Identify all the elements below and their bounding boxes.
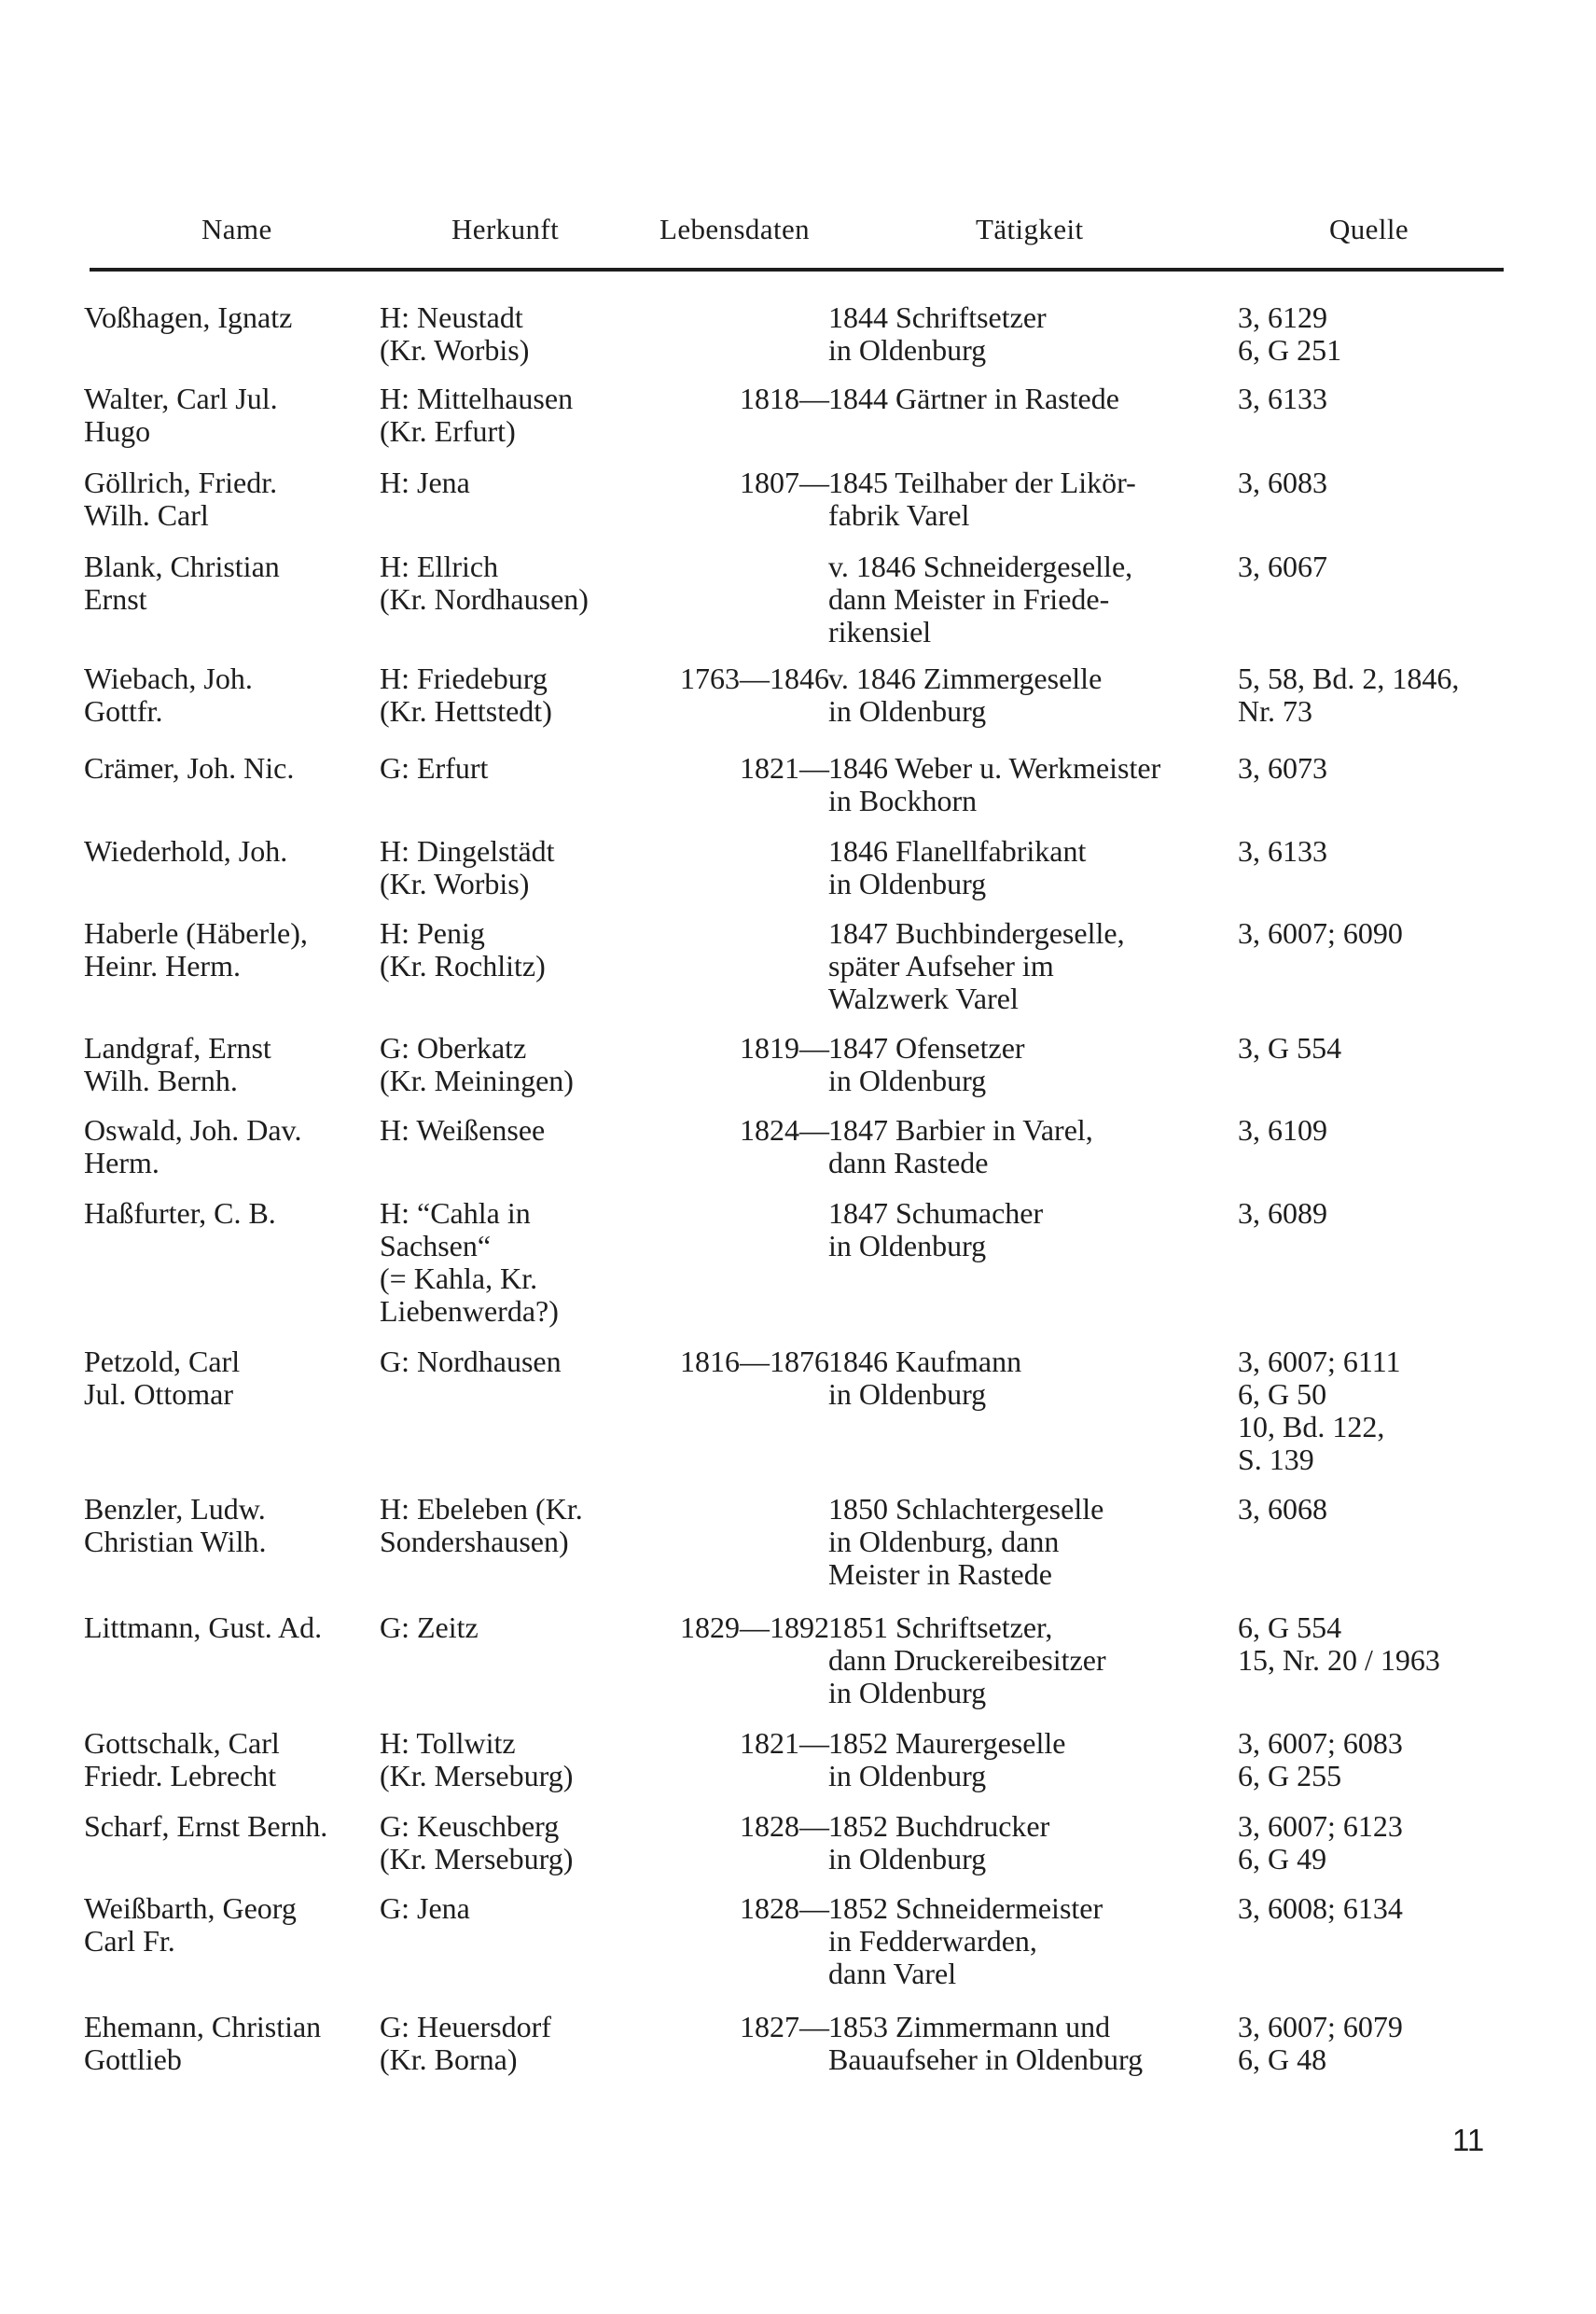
herkunft-cell bbox=[380, 1493, 664, 1558]
name-cell bbox=[84, 835, 368, 868]
cell-line: 6, G 48 bbox=[1238, 2042, 1327, 2076]
cell-line: 1851 Schriftsetzer, bbox=[828, 1610, 1053, 1644]
cell-line: in Oldenburg bbox=[828, 1377, 987, 1411]
cell-line: G: Nordhausen bbox=[380, 1345, 562, 1378]
cell-line: 3, 6067 bbox=[1238, 550, 1327, 583]
quelle-cell bbox=[1238, 2011, 1518, 2076]
name-cell bbox=[84, 2011, 368, 2076]
cell-line: in Oldenburg bbox=[828, 867, 987, 900]
cell-line: fabrik Varel bbox=[828, 498, 970, 532]
cell-line: Carl Fr. bbox=[84, 1924, 175, 1958]
cell-line: 5, 58, Bd. 2, 1846, bbox=[1238, 662, 1460, 695]
cell-line: in Oldenburg bbox=[828, 1759, 987, 1792]
cell-line: Christian Wilh. bbox=[84, 1525, 267, 1558]
header-rule bbox=[90, 268, 1504, 272]
taetigkeit-cell bbox=[828, 662, 1239, 728]
cell-line: Sachsen“ bbox=[380, 1229, 492, 1262]
quelle-cell bbox=[1238, 662, 1518, 728]
column-header-name: Name bbox=[201, 213, 272, 245]
cell-line: Walter, Carl Jul. bbox=[84, 382, 278, 415]
cell-line: 3, 6007; 6090 bbox=[1238, 916, 1403, 950]
taetigkeit-cell bbox=[828, 1114, 1239, 1179]
column-header-quelle: Quelle bbox=[1329, 213, 1409, 245]
lebensdaten-cell: 1816—1876 bbox=[680, 1345, 829, 1378]
cell-line: 1847 Schumacher bbox=[828, 1196, 1044, 1230]
taetigkeit-cell bbox=[828, 1345, 1239, 1411]
cell-line: (Kr. Rochlitz) bbox=[380, 949, 546, 983]
cell-line: Voßhagen, Ignatz bbox=[84, 300, 293, 334]
cell-line: in Bockhorn bbox=[828, 784, 978, 817]
taetigkeit-cell bbox=[828, 1493, 1239, 1591]
lebensdaten-cell: 1807— bbox=[740, 466, 829, 499]
taetigkeit-cell bbox=[828, 551, 1239, 648]
cell-line: 3, 6007; 6123 bbox=[1238, 1809, 1403, 1843]
cell-line: 3, 6007; 6111 bbox=[1238, 1345, 1401, 1378]
name-cell bbox=[84, 1114, 368, 1179]
cell-line: 3, 6007; 6079 bbox=[1238, 2010, 1403, 2043]
name-cell bbox=[84, 1611, 368, 1644]
cell-line: 1846 Kaufmann bbox=[828, 1345, 1022, 1378]
cell-line: G: Jena bbox=[380, 1891, 470, 1925]
cell-line: 6, G 50 bbox=[1238, 1377, 1327, 1411]
cell-line: v. 1846 Schneidergeselle, bbox=[828, 550, 1133, 583]
cell-line: in Oldenburg bbox=[828, 694, 987, 728]
taetigkeit-cell bbox=[828, 1810, 1239, 1875]
cell-line: 1846 Flanellfabrikant bbox=[828, 834, 1087, 868]
taetigkeit-cell bbox=[828, 1892, 1239, 1990]
quelle-cell bbox=[1238, 752, 1518, 785]
cell-line: H: Weißensee bbox=[380, 1113, 546, 1147]
lebensdaten-cell: 1828— bbox=[740, 1891, 829, 1925]
cell-line: 1844 Gärtner in Rastede bbox=[828, 382, 1119, 415]
cell-line: Nr. 73 bbox=[1238, 694, 1312, 728]
cell-line: 3, 6007; 6083 bbox=[1238, 1726, 1403, 1760]
lebensdaten-cell: 1828— bbox=[740, 1809, 829, 1843]
taetigkeit-cell bbox=[828, 917, 1239, 1015]
quelle-cell bbox=[1238, 551, 1518, 583]
cell-line: S. 139 bbox=[1238, 1443, 1314, 1476]
cell-line: 1850 Schlachtergeselle bbox=[828, 1492, 1104, 1526]
lebensdaten-cell: 1821— bbox=[740, 1726, 829, 1760]
quelle-cell bbox=[1238, 1493, 1518, 1526]
cell-line: Benzler, Ludw. bbox=[84, 1492, 266, 1526]
taetigkeit-cell bbox=[828, 1727, 1239, 1792]
cell-line: dann Rastede bbox=[828, 1146, 989, 1179]
name-cell bbox=[84, 662, 368, 728]
cell-line: Walzwerk Varel bbox=[828, 982, 1019, 1015]
cell-line: Oswald, Joh. Dav. bbox=[84, 1113, 302, 1147]
cell-line: dann Varel bbox=[828, 1957, 957, 1990]
cell-line: 1847 Buchbindergeselle, bbox=[828, 916, 1125, 950]
cell-line: H: Friedeburg bbox=[380, 662, 548, 695]
cell-line: (Kr. Merseburg) bbox=[380, 1759, 574, 1792]
name-cell bbox=[84, 1727, 368, 1792]
cell-line: Landgraf, Ernst bbox=[84, 1031, 271, 1065]
taetigkeit-cell bbox=[828, 467, 1239, 532]
cell-line: (Kr. Worbis) bbox=[380, 867, 530, 900]
cell-line: später Aufseher im bbox=[828, 949, 1054, 983]
name-cell bbox=[84, 1197, 368, 1230]
cell-line: 3, 6073 bbox=[1238, 751, 1327, 785]
column-header-taetigkeit: Tätigkeit bbox=[976, 213, 1084, 245]
cell-line: 1852 Schneidermeister bbox=[828, 1891, 1103, 1925]
cell-line: Wilh. Carl bbox=[84, 498, 209, 532]
quelle-cell bbox=[1238, 835, 1518, 868]
column-header-lebensdaten: Lebensdaten bbox=[659, 213, 811, 245]
column-header-herkunft: Herkunft bbox=[451, 213, 560, 245]
name-cell bbox=[84, 1810, 368, 1843]
cell-line: Littmann, Gust. Ad. bbox=[84, 1610, 323, 1644]
cell-line: (Kr. Hettstedt) bbox=[380, 694, 552, 728]
taetigkeit-cell bbox=[828, 1197, 1239, 1262]
cell-line: in Oldenburg bbox=[828, 1229, 987, 1262]
lebensdaten-cell: 1829—1892 bbox=[680, 1610, 829, 1644]
quelle-cell bbox=[1238, 1727, 1518, 1792]
cell-line: in Fedderwarden, bbox=[828, 1924, 1037, 1958]
cell-line: Gottschalk, Carl bbox=[84, 1726, 280, 1760]
cell-line: Gottlieb bbox=[84, 2042, 182, 2076]
cell-line: Wilh. Bernh. bbox=[84, 1064, 238, 1097]
cell-line: 6, G 251 bbox=[1238, 333, 1342, 367]
cell-line: Wiebach, Joh. bbox=[84, 662, 253, 695]
cell-line: (Kr. Meiningen) bbox=[380, 1064, 574, 1097]
taetigkeit-cell bbox=[828, 301, 1239, 367]
lebensdaten-cell: 1818— bbox=[740, 382, 829, 415]
name-cell bbox=[84, 1032, 368, 1097]
cell-line: 3, G 554 bbox=[1238, 1031, 1342, 1065]
cell-line: G: Heuersdorf bbox=[380, 2010, 551, 2043]
cell-line: 3, 6089 bbox=[1238, 1196, 1327, 1230]
cell-line: 3, 6068 bbox=[1238, 1492, 1327, 1526]
cell-line: G: Erfurt bbox=[380, 751, 489, 785]
cell-line: 6, G 554 bbox=[1238, 1610, 1342, 1644]
cell-line: dann Meister in Friede- bbox=[828, 582, 1110, 616]
cell-line: 1844 Schriftsetzer bbox=[828, 300, 1047, 334]
name-cell bbox=[84, 467, 368, 532]
cell-line: (Kr. Nordhausen) bbox=[380, 582, 589, 616]
cell-line: H: Neustadt bbox=[380, 300, 523, 334]
quelle-cell bbox=[1238, 1197, 1518, 1230]
cell-line: H: “Cahla in bbox=[380, 1196, 531, 1230]
cell-line: 3, 6129 bbox=[1238, 300, 1327, 334]
cell-line: 1852 Maurergeselle bbox=[828, 1726, 1066, 1760]
quelle-cell bbox=[1238, 1114, 1518, 1147]
cell-line: 3, 6133 bbox=[1238, 834, 1327, 868]
cell-line: H: Mittelhausen bbox=[380, 382, 574, 415]
cell-line: (Kr. Erfurt) bbox=[380, 414, 516, 448]
name-cell bbox=[84, 1345, 368, 1411]
cell-line: 1847 Ofensetzer bbox=[828, 1031, 1025, 1065]
lebensdaten-cell: 1819— bbox=[740, 1031, 829, 1065]
cell-line: in Oldenburg bbox=[828, 1064, 987, 1097]
cell-line: 10, Bd. 122, bbox=[1238, 1410, 1385, 1443]
cell-line: Herm. bbox=[84, 1146, 160, 1179]
cell-line: in Oldenburg, dann bbox=[828, 1525, 1060, 1558]
cell-line: 1847 Barbier in Varel, bbox=[828, 1113, 1093, 1147]
cell-line: Petzold, Carl bbox=[84, 1345, 241, 1378]
cell-line: Göllrich, Friedr. bbox=[84, 466, 278, 499]
cell-line: H: Ellrich bbox=[380, 550, 499, 583]
cell-line: dann Druckereibesitzer bbox=[828, 1643, 1106, 1677]
cell-line: in Oldenburg bbox=[828, 1842, 987, 1875]
cell-line: 6, G 255 bbox=[1238, 1759, 1342, 1792]
cell-line: Haberle (Häberle), bbox=[84, 916, 308, 950]
cell-line: Jul. Ottomar bbox=[84, 1377, 233, 1411]
cell-line: (= Kahla, Kr. bbox=[380, 1262, 538, 1295]
name-cell bbox=[84, 301, 368, 334]
cell-line: H: Tollwitz bbox=[380, 1726, 516, 1760]
herkunft-cell bbox=[380, 301, 664, 367]
name-cell bbox=[84, 917, 368, 983]
herkunft-cell bbox=[380, 1197, 664, 1328]
cell-line: Hugo bbox=[84, 414, 151, 448]
cell-line: in Oldenburg bbox=[828, 333, 987, 367]
lebensdaten-cell: 1827— bbox=[740, 2010, 829, 2043]
lebensdaten-cell: 1824— bbox=[740, 1113, 829, 1147]
cell-line: v. 1846 Zimmergeselle bbox=[828, 662, 1103, 695]
cell-line: Blank, Christian bbox=[84, 550, 280, 583]
cell-line: G: Keuschberg bbox=[380, 1809, 560, 1843]
herkunft-cell bbox=[380, 835, 664, 900]
cell-line: 1853 Zimmermann und bbox=[828, 2010, 1111, 2043]
name-cell bbox=[84, 752, 368, 785]
page-number: 11 bbox=[1452, 2123, 1485, 2157]
cell-line: 1846 Weber u. Werkmeister bbox=[828, 751, 1161, 785]
cell-line: Meister in Rastede bbox=[828, 1557, 1052, 1591]
cell-line: 3, 6133 bbox=[1238, 382, 1327, 415]
cell-line: H: Ebeleben (Kr. bbox=[380, 1492, 583, 1526]
cell-line: Crämer, Joh. Nic. bbox=[84, 751, 295, 785]
cell-line: (Kr. Worbis) bbox=[380, 333, 530, 367]
cell-line: Ernst bbox=[84, 582, 147, 616]
cell-line: Liebenwerda?) bbox=[380, 1294, 559, 1328]
cell-line: Ehemann, Christian bbox=[84, 2010, 322, 2043]
quelle-cell bbox=[1238, 1892, 1518, 1925]
taetigkeit-cell bbox=[828, 835, 1239, 900]
quelle-cell bbox=[1238, 1345, 1518, 1476]
cell-line: Weißbarth, Georg bbox=[84, 1891, 297, 1925]
cell-line: Wiederhold, Joh. bbox=[84, 834, 288, 868]
cell-line: 6, G 49 bbox=[1238, 1842, 1327, 1875]
cell-line: H: Jena bbox=[380, 466, 470, 499]
lebensdaten-cell: 1763—1846 bbox=[680, 662, 829, 695]
taetigkeit-cell bbox=[828, 383, 1239, 415]
cell-line: H: Dingelstädt bbox=[380, 834, 555, 868]
herkunft-cell bbox=[380, 917, 664, 983]
cell-line: Sondershausen) bbox=[380, 1525, 569, 1558]
cell-line: 1845 Teilhaber der Likör- bbox=[828, 466, 1136, 499]
cell-line: Scharf, Ernst Bernh. bbox=[84, 1809, 328, 1843]
cell-line: Bauaufseher in Oldenburg bbox=[828, 2042, 1144, 2076]
cell-line: in Oldenburg bbox=[828, 1676, 987, 1709]
cell-line: 15, Nr. 20 / 1963 bbox=[1238, 1643, 1440, 1677]
quelle-cell bbox=[1238, 467, 1518, 499]
quelle-cell bbox=[1238, 1032, 1518, 1065]
quelle-cell bbox=[1238, 917, 1518, 950]
herkunft-cell bbox=[380, 551, 664, 616]
cell-line: (Kr. Borna) bbox=[380, 2042, 518, 2076]
cell-line: (Kr. Merseburg) bbox=[380, 1842, 574, 1875]
quelle-cell bbox=[1238, 1611, 1518, 1677]
taetigkeit-cell bbox=[828, 752, 1239, 817]
cell-line: H: Penig bbox=[380, 916, 485, 950]
cell-line: Friedr. Lebrecht bbox=[84, 1759, 277, 1792]
cell-line: G: Oberkatz bbox=[380, 1031, 527, 1065]
cell-line: 3, 6109 bbox=[1238, 1113, 1327, 1147]
cell-line: 1852 Buchdrucker bbox=[828, 1809, 1050, 1843]
name-cell bbox=[84, 383, 368, 448]
cell-line: Gottfr. bbox=[84, 694, 163, 728]
cell-line: 3, 6008; 6134 bbox=[1238, 1891, 1403, 1925]
taetigkeit-cell bbox=[828, 2011, 1239, 2076]
quelle-cell bbox=[1238, 383, 1518, 415]
name-cell bbox=[84, 1892, 368, 1958]
quelle-cell bbox=[1238, 301, 1518, 367]
cell-line: G: Zeitz bbox=[380, 1610, 479, 1644]
lebensdaten-cell: 1821— bbox=[740, 751, 829, 785]
name-cell bbox=[84, 1493, 368, 1558]
name-cell bbox=[84, 551, 368, 616]
taetigkeit-cell bbox=[828, 1032, 1239, 1097]
cell-line: rikensiel bbox=[828, 615, 932, 648]
cell-line: Heinr. Herm. bbox=[84, 949, 241, 983]
taetigkeit-cell bbox=[828, 1611, 1239, 1709]
cell-line: 3, 6083 bbox=[1238, 466, 1327, 499]
cell-line: Haßfurter, C. B. bbox=[84, 1196, 276, 1230]
quelle-cell bbox=[1238, 1810, 1518, 1875]
